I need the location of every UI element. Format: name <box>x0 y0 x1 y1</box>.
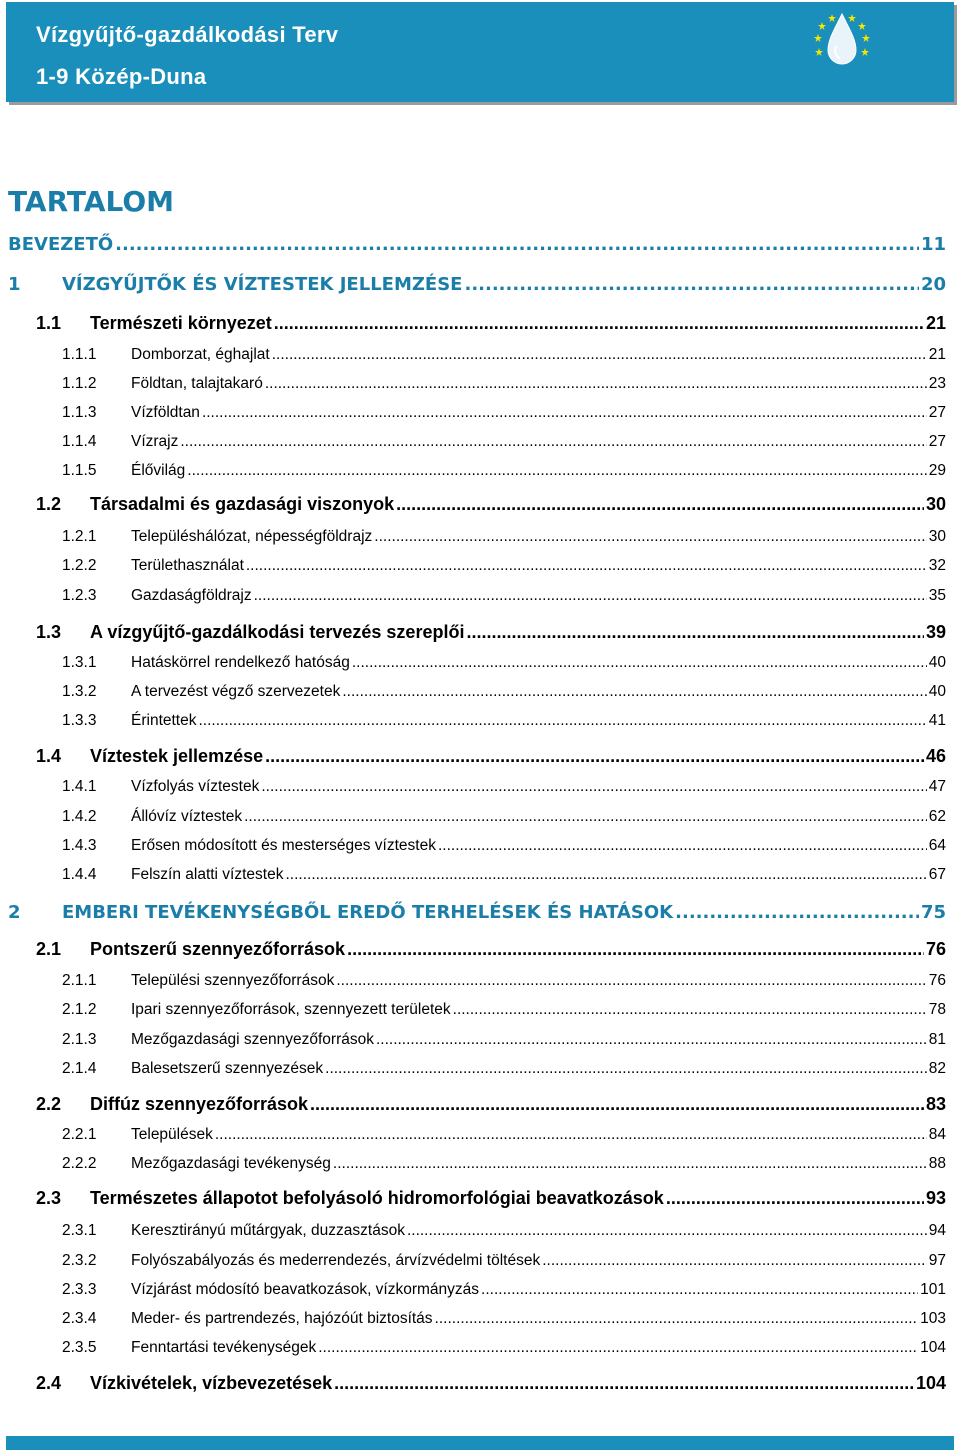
toc-entry-page: 29 <box>928 462 946 479</box>
toc-entry-number: 2.1 <box>36 939 62 959</box>
toc-entry-number: 2.3.4 <box>62 1310 97 1327</box>
toc-entry-number: 2.2 <box>36 1094 62 1114</box>
toc-entry-number: 1.3.2 <box>62 683 97 700</box>
dot-leader <box>244 808 927 826</box>
dot-leader <box>265 746 924 767</box>
toc-entry-title: Területhasználat <box>131 557 244 574</box>
toc-entry-number: 1.1.5 <box>62 462 97 479</box>
toc-entry-page: 27 <box>928 404 946 421</box>
toc-entry[interactable] <box>0 1188 960 1209</box>
toc-entry[interactable] <box>0 654 960 672</box>
toc-entry[interactable] <box>0 1310 960 1328</box>
toc-entry-title: VÍZGYŰJTŐK ÉS VÍZTESTEK JELLEMZÉSE <box>62 274 463 295</box>
dot-leader <box>198 712 926 730</box>
toc-entry-number: 1.3.1 <box>62 654 97 671</box>
toc-entry-number: 2.2.1 <box>62 1126 97 1143</box>
toc-entry-number: 1.3.3 <box>62 712 97 729</box>
dot-leader <box>396 494 924 515</box>
dot-leader <box>666 1188 924 1209</box>
toc-entry-number: 1 <box>8 274 21 295</box>
toc-entry[interactable] <box>0 1281 960 1299</box>
dot-leader <box>435 1310 919 1328</box>
dot-leader <box>481 1281 918 1299</box>
dot-leader <box>438 837 927 855</box>
dot-leader <box>466 622 924 643</box>
toc-entry-page: 30 <box>925 494 946 514</box>
dot-leader <box>318 1339 918 1357</box>
toc-entry-title: Erősen módosított és mesterséges víztestek <box>131 837 436 854</box>
toc-entry-title: Víztestek jellemzése <box>90 746 264 766</box>
toc-entry-page: 47 <box>928 778 946 795</box>
dot-leader <box>376 1031 927 1049</box>
toc-entry-title: Vízkivételek, vízbevezetések <box>90 1373 333 1393</box>
toc-entry-title: Domborzat, éghajlat <box>131 346 270 363</box>
dot-leader <box>180 433 926 451</box>
dot-leader <box>453 1001 927 1019</box>
dot-leader <box>334 1373 914 1394</box>
toc-entry[interactable] <box>0 1031 960 1049</box>
toc-entry-title: Vízjárást módosító beavatkozások, vízkormányzás <box>131 1281 480 1298</box>
dot-leader <box>272 346 927 364</box>
toc-entry-title: Állóvíz víztestek <box>131 808 243 825</box>
dot-leader <box>115 234 919 255</box>
toc-entry-number: 1.2.3 <box>62 587 97 604</box>
toc-entry-number: 2.4 <box>36 1373 62 1393</box>
toc-entry-number: 1.2.2 <box>62 557 97 574</box>
toc-entry-number: 1.3 <box>36 622 62 642</box>
toc-entry[interactable] <box>0 528 960 546</box>
dot-leader <box>261 778 926 796</box>
toc-entry-title: Keresztirányú műtárgyak, duzzasztások <box>131 1222 405 1239</box>
toc-entry-page: 97 <box>928 1252 946 1269</box>
toc-entry-title: Mezőgazdasági szennyezőforrások <box>131 1031 374 1048</box>
water-drop-eu-stars-logo <box>810 8 874 72</box>
toc-heading: TARTALOM <box>8 185 175 218</box>
toc-entry-number: 2.1.2 <box>62 1001 97 1018</box>
toc-entry[interactable] <box>0 808 960 826</box>
toc-entry-page: 35 <box>928 587 946 604</box>
toc-entry[interactable] <box>0 346 960 364</box>
toc-entry[interactable] <box>0 683 960 701</box>
toc-entry-page: 81 <box>928 1031 946 1048</box>
toc-entry-page: 40 <box>928 654 946 671</box>
toc-entry[interactable] <box>0 837 960 855</box>
toc-entry[interactable] <box>0 1126 960 1144</box>
toc-entry[interactable] <box>0 746 960 767</box>
dot-leader <box>374 528 926 546</box>
toc-entry-page: 39 <box>925 622 946 642</box>
toc-entry-title: Mezőgazdasági tevékenység <box>131 1155 331 1172</box>
dot-leader <box>246 557 927 575</box>
toc-entry-title: A vízgyűjtő-gazdálkodási tervezés szereplői <box>90 622 465 642</box>
toc-entry-page: 82 <box>928 1060 946 1077</box>
toc-entry-number: 2.1.3 <box>62 1031 97 1048</box>
toc-entry[interactable] <box>0 712 960 730</box>
dot-leader <box>265 375 927 393</box>
toc-entry-title: Gazdaságföldrajz <box>131 587 252 604</box>
toc-entry-title: Vízföldtan <box>131 404 200 421</box>
toc-entry-page: 20 <box>920 274 946 295</box>
dot-leader <box>325 1060 927 1078</box>
toc-entry[interactable] <box>0 375 960 393</box>
toc-entry-number: 2.2.2 <box>62 1155 97 1172</box>
toc-entry-number: 1.4.2 <box>62 808 97 825</box>
toc-entry-title: Hatáskörrel rendelkező hatóság <box>131 654 350 671</box>
toc-entry-page: 46 <box>925 746 946 766</box>
toc-entry-number: 1.4 <box>36 746 62 766</box>
toc-entry[interactable] <box>0 1222 960 1240</box>
toc-entry[interactable] <box>0 778 960 796</box>
toc-entry[interactable] <box>0 433 960 451</box>
dot-leader <box>352 654 927 672</box>
toc-entry-title: Balesetszerű szennyezések <box>131 1060 324 1077</box>
toc-entry-title: Földtan, talajtakaró <box>131 375 263 392</box>
toc-entry[interactable] <box>0 1094 960 1115</box>
toc-entry-number: 2 <box>8 902 21 923</box>
toc-entry[interactable] <box>0 1252 960 1270</box>
toc-entry[interactable] <box>0 587 960 605</box>
header-title: Vízgyűjtő-gazdálkodási Terv <box>36 22 339 47</box>
dot-leader <box>202 404 927 422</box>
toc-entry-page: 104 <box>915 1373 946 1393</box>
toc-entry[interactable] <box>0 972 960 990</box>
toc-entry[interactable] <box>0 622 960 643</box>
toc-entry[interactable] <box>0 234 960 255</box>
dot-leader <box>310 1094 924 1115</box>
toc-entry-title: Érintettek <box>131 712 197 729</box>
toc-entry[interactable] <box>0 557 960 575</box>
dot-leader <box>274 313 924 334</box>
toc-entry-number: 2.1.4 <box>62 1060 97 1077</box>
toc-entry-page: 21 <box>928 346 946 363</box>
toc-entry-title: Vízfolyás víztestek <box>131 778 260 795</box>
toc-entry-number: 1.4.1 <box>62 778 97 795</box>
dot-leader <box>285 866 926 884</box>
toc-entry-number: 2.1.1 <box>62 972 97 989</box>
toc-entry-number: 2.3 <box>36 1188 62 1208</box>
toc-entry-number: 1.1 <box>36 313 62 333</box>
toc-entry[interactable] <box>0 1339 960 1357</box>
toc-entry-page: 103 <box>920 1310 946 1327</box>
toc-entry-title: Társadalmi és gazdasági viszonyok <box>90 494 395 514</box>
toc-entry-page: 101 <box>920 1281 946 1298</box>
toc-entry-number: 1.4.4 <box>62 866 97 883</box>
dot-leader <box>336 972 926 990</box>
toc-entry[interactable] <box>0 1060 960 1078</box>
toc-entry-page: 67 <box>928 866 946 883</box>
toc-entry-title: BEVEZETŐ <box>8 234 114 255</box>
toc-entry-page: 11 <box>920 234 946 255</box>
toc-entry-page: 76 <box>928 972 946 989</box>
toc-entry-page: 88 <box>928 1155 946 1172</box>
toc-entry[interactable] <box>0 902 960 923</box>
dot-leader <box>407 1222 927 1240</box>
toc-entry-title: Településhálózat, népességföldrajz <box>131 528 373 545</box>
dot-leader <box>333 1155 927 1173</box>
toc-entry-title: Ipari szennyezőforrások, szennyezett területek <box>131 1001 451 1018</box>
toc-entry-page: 27 <box>928 433 946 450</box>
toc-entry-number: 2.3.2 <box>62 1252 97 1269</box>
toc-entry-title: Települési szennyezőforrások <box>131 972 335 989</box>
toc-entry-page: 83 <box>925 1094 946 1114</box>
toc-entry-title: Fenntartási tevékenységek <box>131 1339 317 1356</box>
toc-entry[interactable] <box>0 939 960 960</box>
toc-entry-title: Pontszerű szennyezőforrások <box>90 939 346 959</box>
toc-entry[interactable] <box>0 1373 960 1394</box>
toc-entry-title: Diffúz szennyezőforrások <box>90 1094 309 1114</box>
toc-entry-number: 1.1.3 <box>62 404 97 421</box>
toc-entry-page: 64 <box>928 837 946 854</box>
toc-entry[interactable] <box>0 494 960 515</box>
toc-entry-number: 1.2.1 <box>62 528 97 545</box>
toc-entry-title: Települések <box>131 1126 213 1143</box>
toc-entry-number: 2.3.1 <box>62 1222 97 1239</box>
dot-leader <box>464 274 918 295</box>
toc-entry-page: 104 <box>920 1339 946 1356</box>
toc-entry-title: EMBERI TEVÉKENYSÉGBŐL EREDŐ TERHELÉSEK ÉS HATÁSOK <box>62 902 674 923</box>
toc-entry-page: 75 <box>920 902 946 923</box>
toc-entry-number: 1.1.1 <box>62 346 97 363</box>
dot-leader <box>675 902 919 923</box>
toc-entry-page: 30 <box>928 528 946 545</box>
toc-entry-number: 1.2 <box>36 494 62 514</box>
toc-entry-title: Természetes állapotot befolyásoló hidromorfológiai beavatkozások <box>90 1188 664 1208</box>
toc-entry[interactable] <box>0 313 960 334</box>
toc-entry[interactable] <box>0 1001 960 1019</box>
toc-entry-page: 62 <box>928 808 946 825</box>
toc-entry[interactable] <box>0 404 960 422</box>
toc-entry-page: 23 <box>928 375 946 392</box>
toc-entry-page: 93 <box>925 1188 946 1208</box>
toc-entry-title: Felszín alatti víztestek <box>131 866 284 883</box>
toc-entry[interactable] <box>0 866 960 884</box>
header-banner <box>6 2 954 102</box>
toc-entry-page: 76 <box>925 939 946 959</box>
toc-entry-title: Folyószabályozás és mederrendezés, árvízvédelmi töltések <box>131 1252 541 1269</box>
toc-entry-title: Természeti környezet <box>90 313 272 333</box>
dot-leader <box>215 1126 927 1144</box>
toc-entry-page: 21 <box>925 313 946 333</box>
toc-entry-page: 40 <box>928 683 946 700</box>
toc-entry-title: Meder- és partrendezés, hajózóút biztosítás <box>131 1310 433 1327</box>
toc-entry-number: 1.4.3 <box>62 837 97 854</box>
dot-leader <box>347 939 924 960</box>
dot-leader <box>254 587 927 605</box>
dot-leader <box>187 462 926 480</box>
toc-entry-page: 32 <box>928 557 946 574</box>
toc-entry-page: 78 <box>928 1001 946 1018</box>
toc-entry-page: 41 <box>928 712 946 729</box>
toc-entry-page: 94 <box>928 1222 946 1239</box>
dot-leader <box>542 1252 927 1270</box>
toc-entry-number: 2.3.5 <box>62 1339 97 1356</box>
toc-entry-page: 84 <box>928 1126 946 1143</box>
toc-entry-number: 1.1.2 <box>62 375 97 392</box>
dot-leader <box>342 683 926 701</box>
toc-entry-number: 2.3.3 <box>62 1281 97 1298</box>
toc-entry[interactable] <box>0 1155 960 1173</box>
toc-entry[interactable] <box>0 274 960 295</box>
header-subtitle: 1-9 Közép-Duna <box>36 64 207 89</box>
toc-entry-number: 1.1.4 <box>62 433 97 450</box>
toc-entry-title: Élővilág <box>131 462 186 479</box>
footer-bar <box>6 1436 954 1450</box>
toc-entry[interactable] <box>0 462 960 480</box>
toc-entry-title: A tervezést végző szervezetek <box>131 683 341 700</box>
toc-entry-title: Vízrajz <box>131 433 179 450</box>
